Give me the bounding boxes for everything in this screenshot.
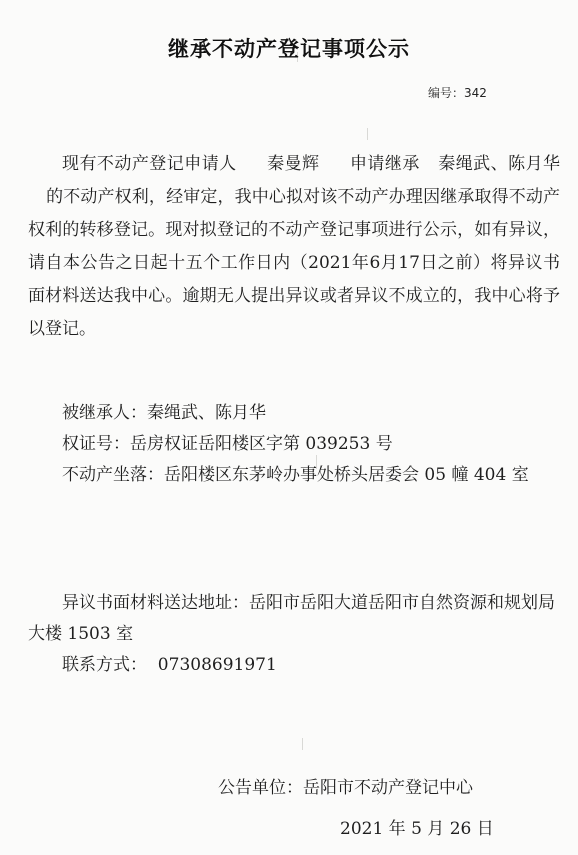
body-inherit: 申请继承 bbox=[349, 154, 420, 174]
notice-date: 2021 年 5 月 26 日 bbox=[340, 819, 494, 839]
objection-address-line: 异议书面材料送达地址：岳阳市岳阳大道岳阳市自然资源和规划局大楼 1503 室 bbox=[28, 593, 555, 644]
scan-mark bbox=[367, 128, 368, 140]
document-number: 编号：342 bbox=[428, 86, 487, 100]
notice-body bbox=[28, 148, 560, 346]
notice-paragraph bbox=[28, 148, 560, 346]
issuer-line: 公告单位：岳阳市不动产登记中心 bbox=[218, 778, 473, 798]
location-line: 不动产坐落：岳阳楼区东茅岭办事处桥头居委会 05 幢 404 室 bbox=[62, 465, 529, 485]
contact-line: 联系方式： 07308691971 bbox=[62, 655, 277, 675]
scan-mark bbox=[302, 738, 303, 750]
property-info bbox=[28, 398, 560, 491]
applicant-name: 秦曼辉 bbox=[266, 154, 320, 174]
certificate-line: 权证号：岳房权证岳阳楼区字第 039253 号 bbox=[62, 434, 393, 454]
body-main: 的不动产权利，经审定，我中心拟对该不动产办理因继承取得不动产权利的转移登记。现对拟登记的不动产登记事项进行公示，如有异议，请自本公告之日起十五个工作日内（2021年6月17日之前）将异议书面材料送达我中心。逾期无人提出异议或者异议不成立的，我中心将予以登记。 bbox=[28, 187, 560, 339]
deceased-names: 秦绳武、陈月华 bbox=[437, 154, 561, 174]
notice-title: 继承不动产登记事项公示 bbox=[168, 37, 410, 61]
objection-info bbox=[28, 588, 560, 681]
heir-of-line: 被继承人：秦绳武、陈月华 bbox=[62, 403, 266, 423]
body-intro: 现有不动产登记申请人 bbox=[62, 154, 237, 174]
